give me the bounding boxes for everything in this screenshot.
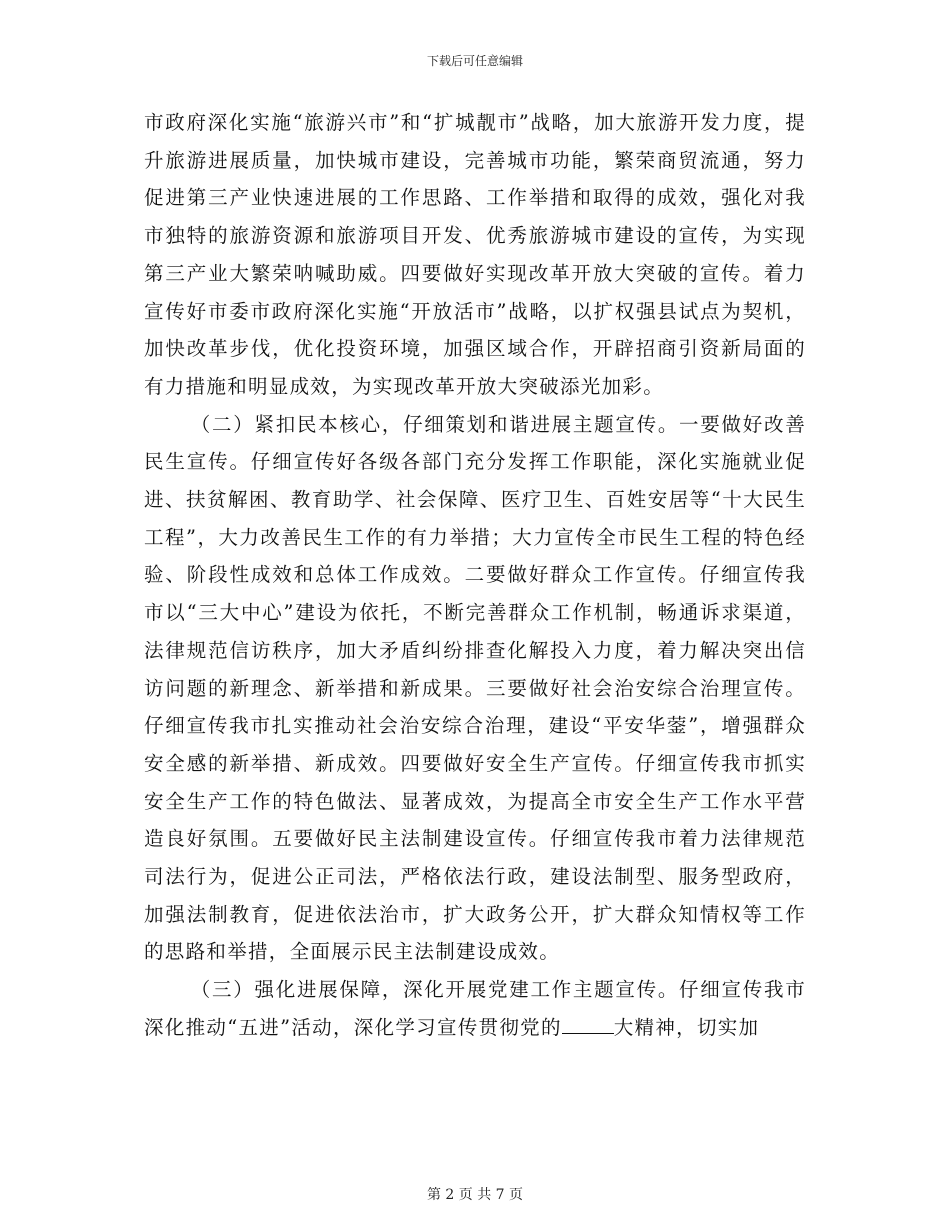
page-header: 下载后可任意编辑 — [426, 54, 523, 68]
paragraph-section-3-tail: 大精神，切实加 — [613, 1015, 760, 1039]
document-body — [144, 104, 806, 1047]
paragraph-section-3 — [144, 971, 806, 1046]
fill-in-blank — [562, 1033, 614, 1034]
page-footer: 第 2 页 共 7 页 — [426, 1187, 524, 1203]
paragraph-continuation: 市政府深化实施“旅游兴市”和“扩城靓市”战略，加大旅游开发力度，提升旅游进展质量，加快城市建设，完善城市功能，繁荣商贸流通，努力促进第三产业快速进展的工作思路、工作举措和取得的成效，强化对我市独特的旅游资源和旅游项目开发、优秀旅游城市建设的宣传，为实现第三产业大繁荣呐喊助威。四要做好实现改革开放大突破的宣传。着力宣传好市委市政府深化实施“开放活市”战略，以扩权强县试点为契机，加快改革步伐，优化投资环境，加强区域合作，开辟招商引资新局面的有力措施和明显成效，为实现改革开放大突破添光加彩。 — [144, 111, 806, 398]
paragraph-section-3-text: （三）强化进展保障，深化开展党建工作主题宣传。仔细宣传我市深化推动“五进”活动，深化学习宣传贯彻党的 — [144, 978, 806, 1039]
paragraph-section-2: （二）紧扣民本核心，仔细策划和谐进展主题宣传。一要做好改善民生宣传。仔细宣传好各级各部门充分发挥工作职能，深化实施就业促进、扶贫解困、教育助学、社会保障、医疗卫生、百姓安居等“十大民生工程”，大力改善民生工作的有力举措；大力宣传全市民生工程的特色经验、阶段性成效和总体工作成效。二要做好群众工作宣传。仔细宣传我市以“三大中心”建设为依托，不断完善群众工作机制，畅通诉求渠道，法律规范信访秩序，加大矛盾纠纷排查化解投入力度，着力解决突出信访问题的新理念、新举措和新成果。三要做好社会治安综合治理宣传。仔细宣传我市扎实推动社会治安综合治理，建设“平安华蓥”，增强群众安全感的新举措、新成效。四要做好安全生产宣传。仔细宣传我市抓实安全生产工作的特色做法、显著成效，为提高全市安全生产工作水平营造良好氛围。五要做好民主法制建设宣传。仔细宣传我市着力法律规范司法行为，促进公正司法，严格依法行政，建设法制型、服务型政府，加强法制教育，促进依法治市，扩大政务公开，扩大群众知情权等工作的思路和举措，全面展示民主法制建设成效。 — [144, 412, 806, 964]
